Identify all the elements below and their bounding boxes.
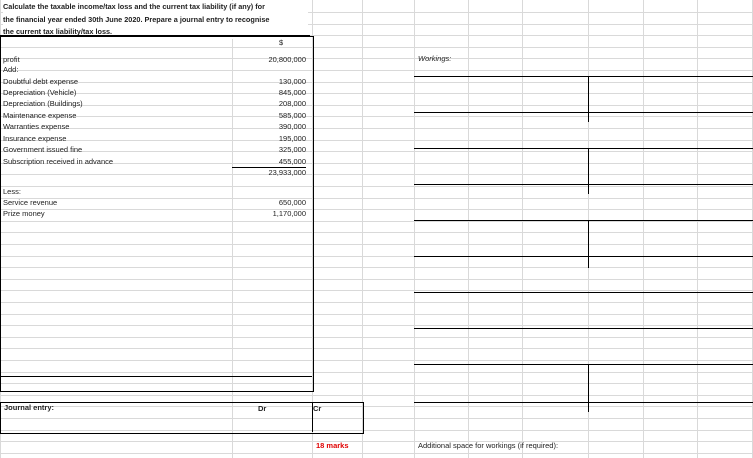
title-line-1: Calculate the taxable income/tax loss and the current tax liability (if any) for	[3, 2, 265, 11]
workings-divider	[588, 364, 589, 412]
add-item-label: Maintenance expense	[3, 111, 77, 120]
workings-rule	[414, 76, 753, 77]
question-title	[3, 1, 308, 39]
less-section-left-border	[0, 187, 1, 223]
workings-rule	[414, 292, 753, 293]
journal-dr-header: Dr	[258, 404, 267, 413]
grid-column-line	[697, 0, 698, 458]
add-item-label: Depreciation (Vehicle)	[3, 88, 77, 97]
add-item-value: 585,000	[278, 111, 306, 120]
less-item-label: Service revenue	[3, 198, 58, 207]
title-line-3: the current tax liability/tax loss.	[3, 27, 113, 37]
workings-rule	[414, 112, 753, 113]
add-item-label: Depreciation (Buildings)	[3, 99, 83, 108]
add-section-left-border	[0, 60, 1, 176]
less-item-value: 650,000	[278, 198, 306, 207]
grid-column-line	[362, 0, 363, 458]
add-item-value: 455,000	[278, 157, 306, 166]
add-item-value: 208,000	[278, 99, 306, 108]
journal-entry-label: Journal entry:	[4, 403, 55, 412]
grid-row-line	[0, 395, 753, 396]
less-item-label: Prize money	[3, 209, 45, 218]
marks-label: 18 marks	[316, 441, 349, 450]
grid-column-line	[643, 0, 644, 458]
add-item-value: 325,000	[278, 145, 306, 154]
add-item-value: 390,000	[278, 122, 306, 131]
calc-box-separator	[0, 376, 312, 377]
add-item-value: 845,000	[278, 88, 306, 97]
journal-column-divider	[312, 402, 313, 432]
add-item-label: Insurance expense	[3, 134, 67, 143]
workings-rule	[414, 328, 753, 329]
add-item-label: Subscription received in advance	[3, 157, 114, 166]
workings-divider	[588, 220, 589, 268]
add-item-value: 195,000	[278, 134, 306, 143]
grid-column-line	[414, 0, 415, 458]
currency-header: $	[279, 38, 284, 47]
subtotal-value: 23,933,000	[268, 168, 306, 177]
journal-cr-header: Cr	[313, 404, 322, 413]
profit-value: 20,800,000	[268, 55, 306, 64]
less-item-value: 1,170,000	[272, 209, 306, 218]
workings-rule	[414, 148, 753, 149]
workings-rule	[414, 220, 753, 221]
add-item-label: Government issued fine	[3, 145, 83, 154]
workings-rule	[414, 184, 753, 185]
workings-rule	[414, 364, 753, 365]
grid-row-line	[0, 453, 753, 454]
add-item-value: 130,000	[278, 77, 306, 86]
grid-column-line	[522, 0, 523, 458]
add-item-label: Doubtful debt expense	[3, 77, 79, 86]
add-label: Add:	[3, 65, 19, 74]
grid-row-line	[0, 441, 753, 442]
title-line-2: the financial year ended 30th June 2020. Prepare a journal entry to recognise	[3, 14, 270, 24]
workings-rule	[414, 402, 753, 403]
workings-label: Workings:	[418, 54, 452, 63]
add-item-label: Warranties expense	[3, 122, 70, 131]
grid-column-line	[468, 0, 469, 458]
additional-space-label: Additional space for workings (if required):	[418, 441, 559, 450]
workings-divider	[588, 76, 589, 122]
journal-entry-box	[0, 402, 364, 434]
profit-label: profit	[3, 55, 20, 64]
workings-rule	[414, 256, 753, 257]
workings-divider	[588, 148, 589, 194]
less-label: Less:	[3, 187, 21, 196]
